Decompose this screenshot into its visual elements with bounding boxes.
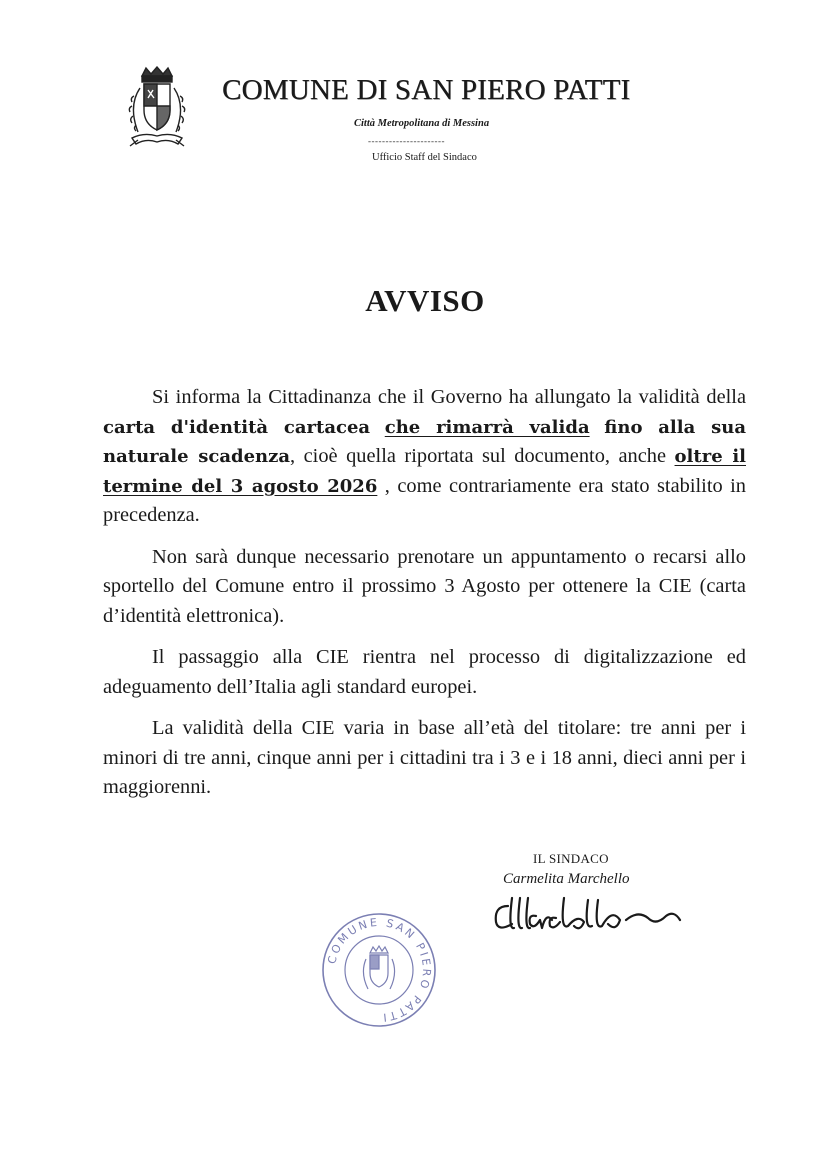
bold-paper-id-card: carta d'identità cartacea: [103, 416, 371, 438]
paragraph-cie-validity: La validità della CIE varia in base all’età del titolare: tre anni per i minori di tre anni, cinque anni per i cittadini tra i 3 e i 18 anni, dieci anni per i maggiorenni.: [103, 717, 746, 798]
office-name: Ufficio Staff del Sindaco: [372, 152, 477, 163]
paragraph-text: Si informa la Cittadinanza che il Governo ha allungato la validità della: [152, 386, 746, 408]
paragraph-text: [590, 416, 605, 438]
notice-body: [103, 383, 746, 815]
paragraph-text: [370, 416, 385, 438]
municipality-subtitle: Città Metropolitana di Messina: [354, 118, 490, 129]
bold-until-expiry: fino alla sua naturale scadenza: [103, 416, 746, 467]
bold-underlined-remains-valid: che rimarrà valida: [384, 416, 590, 438]
signer-name: Carmelita Marchello: [503, 871, 630, 887]
handwritten-signature: [488, 890, 688, 938]
paragraph-digitalization: Il passaggio alla CIE rientra nel processo di digitalizzazione ed adeguamento dell’Italia agli standard europei.: [103, 646, 746, 698]
header-divider: ----------------------: [368, 136, 445, 146]
municipality-title: COMUNE DI SAN PIERO PATTI: [222, 74, 631, 106]
paragraph-text: , cioè quella riportata sul documento, anche: [290, 445, 675, 467]
signer-role: IL SINDACO: [533, 851, 609, 866]
paragraph-text: , come contrariamente era stato stabilito in precedenza.: [103, 474, 746, 526]
bold-underlined-deadline: oltre il termine del 3 agosto 2026: [103, 446, 746, 497]
notice-title: AVVISO: [365, 283, 485, 318]
municipal-stamp: [320, 911, 438, 1029]
paragraph-no-appointment: Non sarà dunque necessario prenotare un appuntamento o recarsi allo sportello del Comune entro il prossimo 3 Agosto per ottenere la CIE (carta d’identità elettronica).: [103, 545, 746, 627]
stamp-text: COMUNE SAN PIERO PATTI: [325, 915, 434, 1025]
svg-text:COMUNE SAN PIERO PATTI: [325, 916, 433, 1024]
paragraph-validity: [103, 383, 746, 531]
municipal-crest-icon: [124, 66, 190, 152]
